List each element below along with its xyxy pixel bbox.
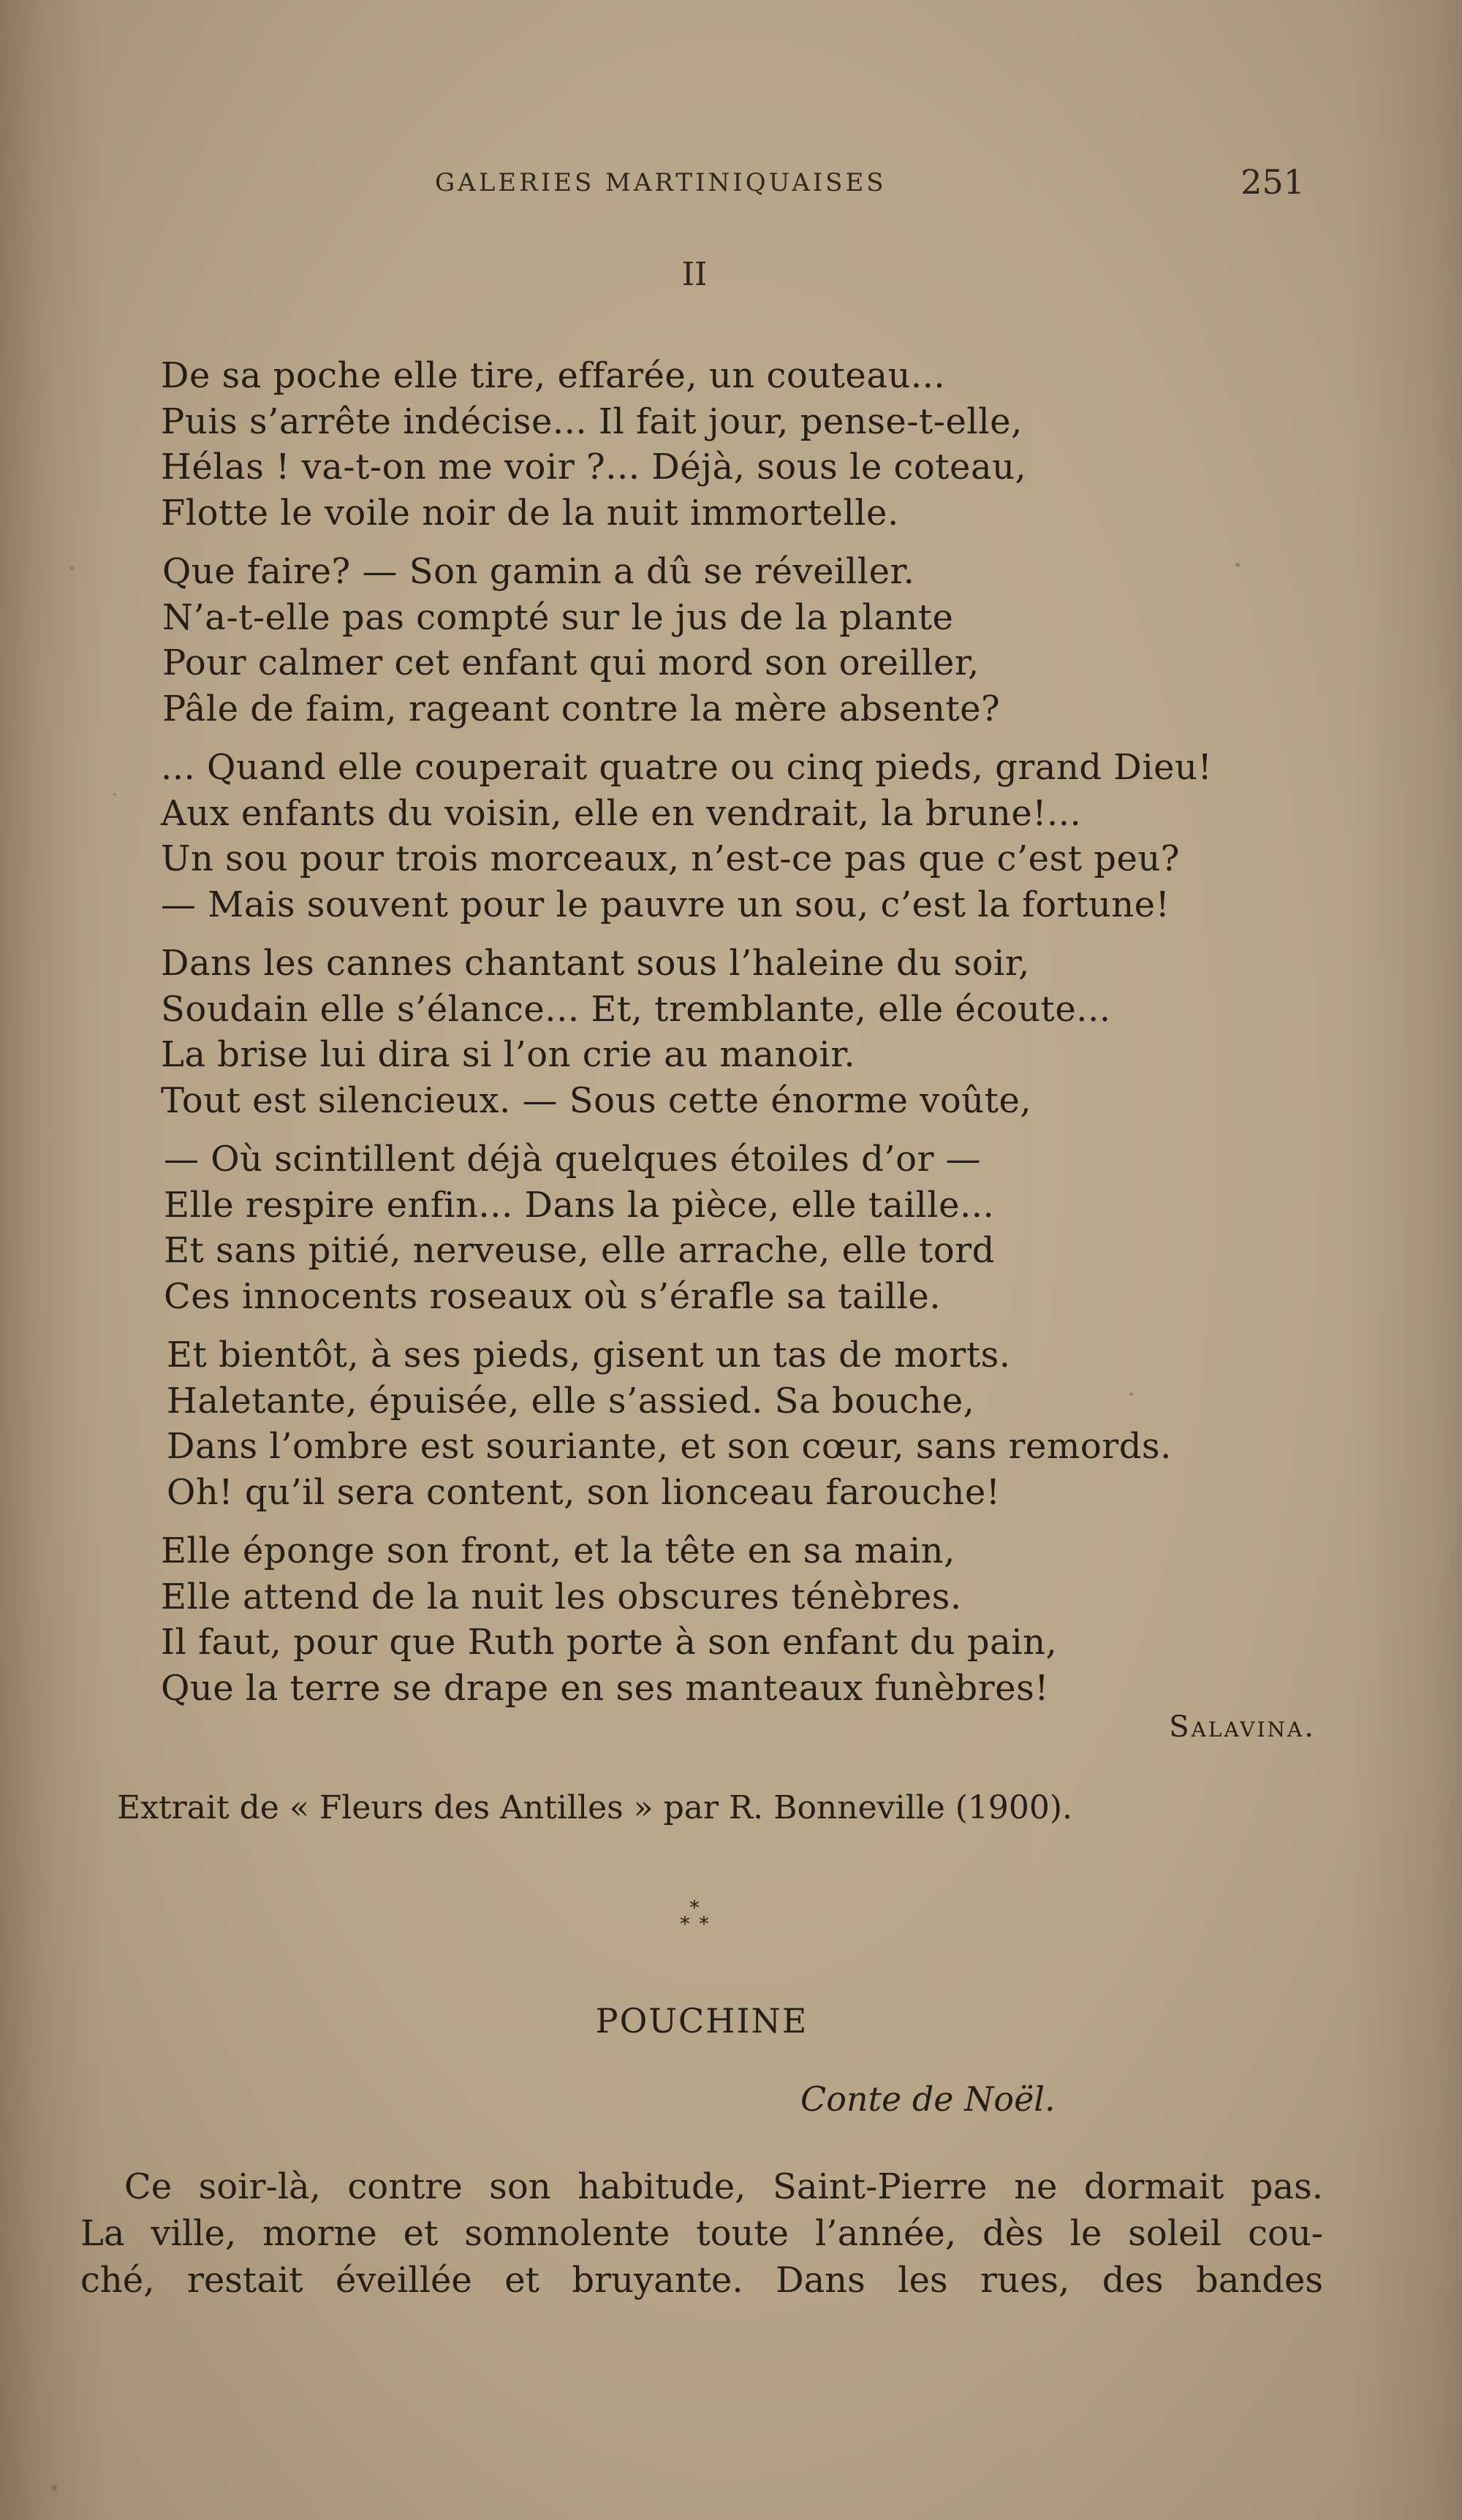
stanza: [161, 1528, 1367, 1711]
verse-line: Oh! qu’il sera content, son lionceau farouche!: [167, 1471, 1001, 1513]
svg-text:*: *: [699, 1913, 709, 1935]
verse-line: Aux enfants du voisin, elle en vendrait, la brune!...: [161, 792, 1082, 834]
verse-line: Puis s’arrête indécise... Il fait jour, pense-t-elle,: [161, 401, 1023, 442]
stanza: [161, 941, 1367, 1123]
verse-line: Flotte le voile noir de la nuit immortelle.: [161, 492, 899, 534]
stanza: [164, 1136, 1367, 1319]
paper-speck: [70, 566, 74, 570]
verse-line: Haletante, épuisée, elle s’assied. Sa bouche,: [167, 1380, 975, 1422]
verse-line: Que faire? — Son gamin a dû se réveiller.: [162, 551, 915, 592]
verse-line: Elle respire enfin... Dans la pièce, elle taille...: [164, 1184, 995, 1226]
verse-line: Elle éponge son front, et la tête en sa main,: [161, 1530, 955, 1571]
verse-line: Hélas ! va-t-on me voir ?... Déjà, sous le coteau,: [161, 447, 1027, 487]
stanza: [161, 353, 1367, 536]
verse-line: Et sans pitié, nerveuse, elle arrache, elle tord: [164, 1230, 995, 1271]
paper-speck: [51, 2485, 57, 2491]
verse-line: Pâle de faim, rageant contre la mère absente?: [162, 688, 1001, 729]
stanza: [162, 549, 1367, 732]
prose-line: Ce soir-là, contre son habitude, Saint-Pierre ne dormait pas.: [124, 2166, 1323, 2207]
poem: [161, 353, 1367, 1724]
paper-speck: [113, 793, 116, 796]
verse-line: Soudain elle s’élance... Et, tremblante, elle écoute...: [161, 988, 1111, 1030]
verse-line: De sa poche elle tire, effarée, un couteau...: [161, 355, 946, 396]
verse-line: Pour calmer cet enfant qui mord son oreiller,: [162, 642, 980, 683]
running-title: GALERIES MARTINIQUAISES: [435, 168, 887, 197]
verse-line: Que la terre se drape en ses manteaux funèbres!: [161, 1667, 1049, 1709]
story-title: POUCHINE: [595, 2001, 808, 2041]
verse-line: — Où scintillent déjà quelques étoiles d’or —: [164, 1139, 982, 1180]
poem-signature: Salavina.: [1169, 1710, 1316, 1744]
verse-line: Elle attend de la nuit les obscures ténèbres.: [161, 1576, 962, 1617]
asterism-icon: [673, 1897, 716, 1940]
verse-line: Tout est silencieux. — Sous cette énorme voûte,: [161, 1079, 1032, 1121]
verse-line: ... Quand elle couperait quatre ou cinq pieds, grand Dieu!: [161, 747, 1213, 788]
svg-text:*: *: [680, 1913, 690, 1935]
stanza: [161, 745, 1367, 927]
verse-line: N’a-t-elle pas compté sur le jus de la plante: [162, 596, 954, 638]
verse-line: La brise lui dira si l’on crie au manoir.: [161, 1034, 856, 1075]
source-note: Extrait de « Fleurs des Antilles » par R. Bonneville (1900).: [117, 1789, 1073, 1826]
verse-line: Et bientôt, à ses pieds, gisent un tas de morts.: [167, 1335, 1011, 1375]
prose-line: La ville, morne et somnolente toute l’année, dès le soleil cou-: [80, 2213, 1323, 2254]
story-subtitle: Conte de Noël.: [800, 2079, 1056, 2119]
story-paragraph: [80, 2163, 1323, 2304]
verse-line: Ces innocents roseaux où s’érafle sa taille.: [164, 1275, 942, 1317]
running-header: [435, 162, 1305, 206]
verse-line: Dans les cannes chantant sous l’haleine du soir,: [161, 943, 1030, 984]
verse-line: Dans l’ombre est souriante, et son cœur, sans remords.: [167, 1426, 1172, 1467]
svg-text:*: *: [689, 1897, 700, 1919]
prose-line: ché, restait éveillée et bruyante. Dans les rues, des bandes: [80, 2260, 1323, 2301]
section-numeral: II: [681, 256, 708, 293]
verse-line: Il faut, pour que Ruth porte à son enfant du pain,: [161, 1622, 1058, 1663]
verse-line: — Mais souvent pour le pauvre un sou, c’est la fortune!: [161, 884, 1170, 925]
stanza: [167, 1332, 1367, 1515]
page-number: 251: [1241, 162, 1305, 202]
verse-line: Un sou pour trois morceaux, n’est-ce pas que c’est peu?: [161, 838, 1181, 879]
